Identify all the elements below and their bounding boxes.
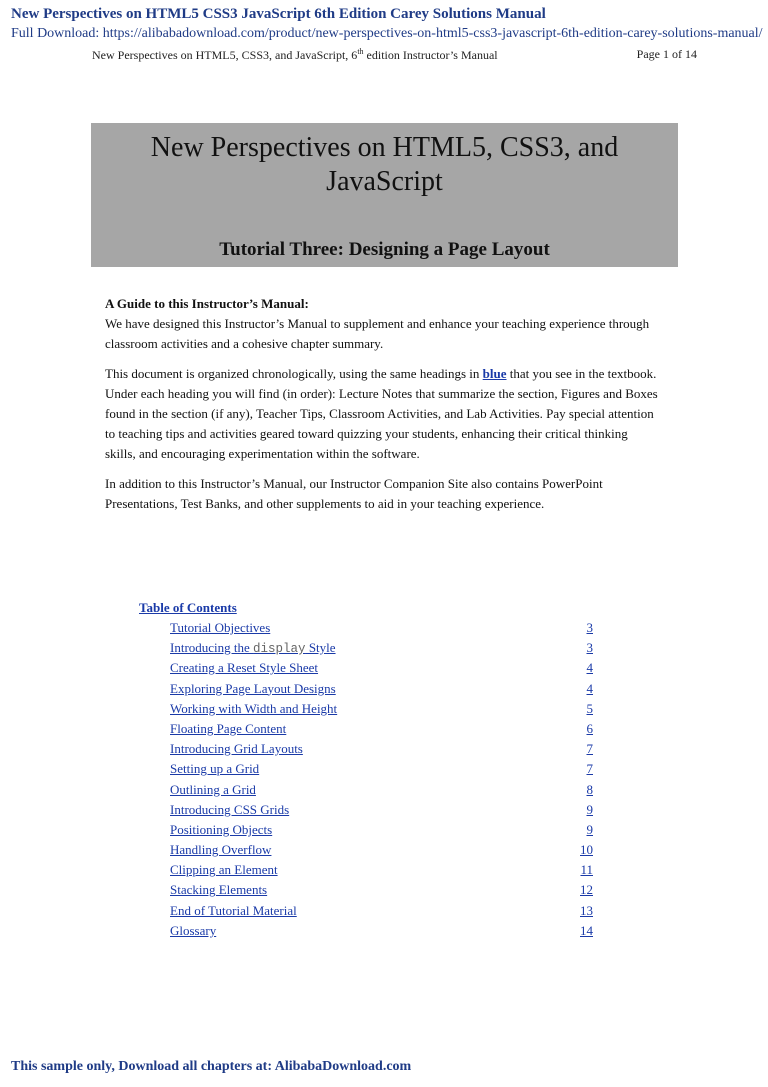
toc-entry-page[interactable]: 5 bbox=[586, 700, 593, 716]
document-title: New Perspectives on HTML5, CSS3, and JavaScript bbox=[150, 132, 619, 197]
toc-entry-label[interactable]: Exploring Page Layout Designs bbox=[170, 680, 336, 696]
toc-entry-page[interactable]: 7 bbox=[586, 761, 593, 777]
toc-entry-label[interactable]: Glossary bbox=[170, 922, 217, 938]
tutorial-subtitle: Tutorial Three: Designing a Page Layout bbox=[219, 239, 550, 260]
title-banner bbox=[91, 123, 678, 267]
header-title: New Perspectives on HTML5, CSS3, and JavaScript, 6th edition Instructor’s Manual bbox=[92, 47, 498, 62]
toc-entry[interactable] bbox=[139, 840, 599, 860]
toc-entry-page[interactable]: 4 bbox=[586, 660, 593, 676]
toc-entry-page[interactable]: 9 bbox=[586, 801, 593, 817]
toc-entry-label[interactable]: End of Tutorial Material bbox=[170, 902, 297, 918]
toc-entry-label[interactable]: Introducing CSS Grids bbox=[170, 801, 290, 817]
guide-paragraph-2: This document is organized chronologically, using the same headings in blue that you see in the textbook. Under each heading you will find (in order): Lecture Notes that summarize the section, Figures and Boxes found in the section (if any), Teacher Tips, Classroom Activities, and Lab Activities. Pay special attention to teaching tips and activities geared toward quizzing your students, enhancing their critical thinking skills, and encouraging experimentation within the software. bbox=[105, 366, 658, 461]
toc-entry-page[interactable]: 11 bbox=[580, 862, 593, 878]
toc-entry[interactable] bbox=[139, 759, 599, 779]
toc-entry-page[interactable]: 14 bbox=[580, 922, 593, 938]
promo-title: New Perspectives on HTML5 CSS3 JavaScript 6th Edition Carey Solutions Manual bbox=[11, 6, 546, 22]
toc-entry[interactable] bbox=[139, 719, 599, 739]
toc-entry[interactable] bbox=[139, 820, 599, 840]
toc-entry-page[interactable]: 3 bbox=[586, 640, 593, 656]
toc-entry[interactable] bbox=[139, 638, 599, 658]
toc-entry-page[interactable]: 13 bbox=[580, 902, 593, 918]
toc-entry-page[interactable]: 6 bbox=[586, 720, 593, 736]
toc-entry[interactable] bbox=[139, 800, 599, 820]
toc-entry[interactable] bbox=[139, 780, 599, 800]
toc-entry-page[interactable]: 7 bbox=[586, 741, 593, 757]
toc-entry-label[interactable]: Handling Overflow bbox=[170, 842, 272, 858]
table-of-contents bbox=[139, 600, 599, 941]
toc-entry-page[interactable]: 9 bbox=[586, 821, 593, 837]
toc-entry-page[interactable]: 4 bbox=[586, 680, 593, 696]
toc-entry-label[interactable]: Clipping an Element bbox=[170, 862, 278, 878]
toc-entry-label[interactable]: Positioning Objects bbox=[170, 821, 273, 837]
toc-entry[interactable] bbox=[139, 658, 599, 678]
guide-section bbox=[105, 294, 660, 524]
toc-entry-label[interactable]: Creating a Reset Style Sheet bbox=[170, 660, 319, 676]
page-number: Page 1 of 14 bbox=[636, 47, 697, 61]
toc-entry-label[interactable]: Stacking Elements bbox=[170, 882, 268, 898]
guide-paragraph-3: In addition to this Instructor’s Manual, our Instructor Companion Site also contains PowerPoint Presentations, Test Banks, and other supplements to aid in your teaching experience. bbox=[105, 476, 603, 511]
toc-entry[interactable] bbox=[139, 699, 599, 719]
running-header bbox=[92, 47, 697, 63]
toc-entry-label[interactable]: Setting up a Grid bbox=[170, 761, 260, 777]
toc-entry[interactable] bbox=[139, 860, 599, 880]
toc-entry-label[interactable]: Introducing Grid Layouts bbox=[170, 741, 303, 757]
toc-entry-page[interactable]: 12 bbox=[580, 882, 593, 898]
toc-entry-page[interactable]: 3 bbox=[586, 620, 593, 635]
guide-heading: A Guide to this Instructor’s Manual: bbox=[105, 296, 309, 311]
toc-list bbox=[139, 618, 599, 941]
toc-entry[interactable] bbox=[139, 901, 599, 921]
toc-entry[interactable] bbox=[139, 739, 599, 759]
toc-entry[interactable] bbox=[139, 618, 599, 638]
toc-entry[interactable] bbox=[139, 679, 599, 699]
toc-entry-page[interactable]: 10 bbox=[580, 842, 593, 858]
toc-entry-label[interactable]: Working with Width and Height bbox=[170, 700, 338, 716]
toc-entry-label[interactable]: Introducing the display Style bbox=[170, 640, 336, 657]
guide-paragraph-1: We have designed this Instructor’s Manual to supplement and enhance your teaching experience through classroom activities and a cohesive chapter summary. bbox=[105, 316, 650, 351]
toc-entry-page[interactable]: 8 bbox=[586, 781, 593, 797]
toc-entry[interactable] bbox=[139, 880, 599, 900]
toc-heading[interactable]: Table of Contents bbox=[139, 600, 237, 615]
toc-entry[interactable] bbox=[139, 921, 599, 941]
toc-entry-label[interactable]: Floating Page Content bbox=[170, 720, 287, 736]
promo-download-link[interactable]: Full Download: https://alibabadownload.com/product/new-perspectives-on-html5-css3-javascript-6th-edition-carey-solutions-manual/ bbox=[11, 26, 763, 41]
blue-keyword: blue bbox=[482, 366, 507, 381]
toc-entry-label[interactable]: Tutorial Objectives bbox=[170, 620, 271, 635]
footer-notice: This sample only, Download all chapters at: AlibabaDownload.com bbox=[11, 1059, 412, 1074]
toc-entry-label[interactable]: Outlining a Grid bbox=[170, 781, 256, 797]
